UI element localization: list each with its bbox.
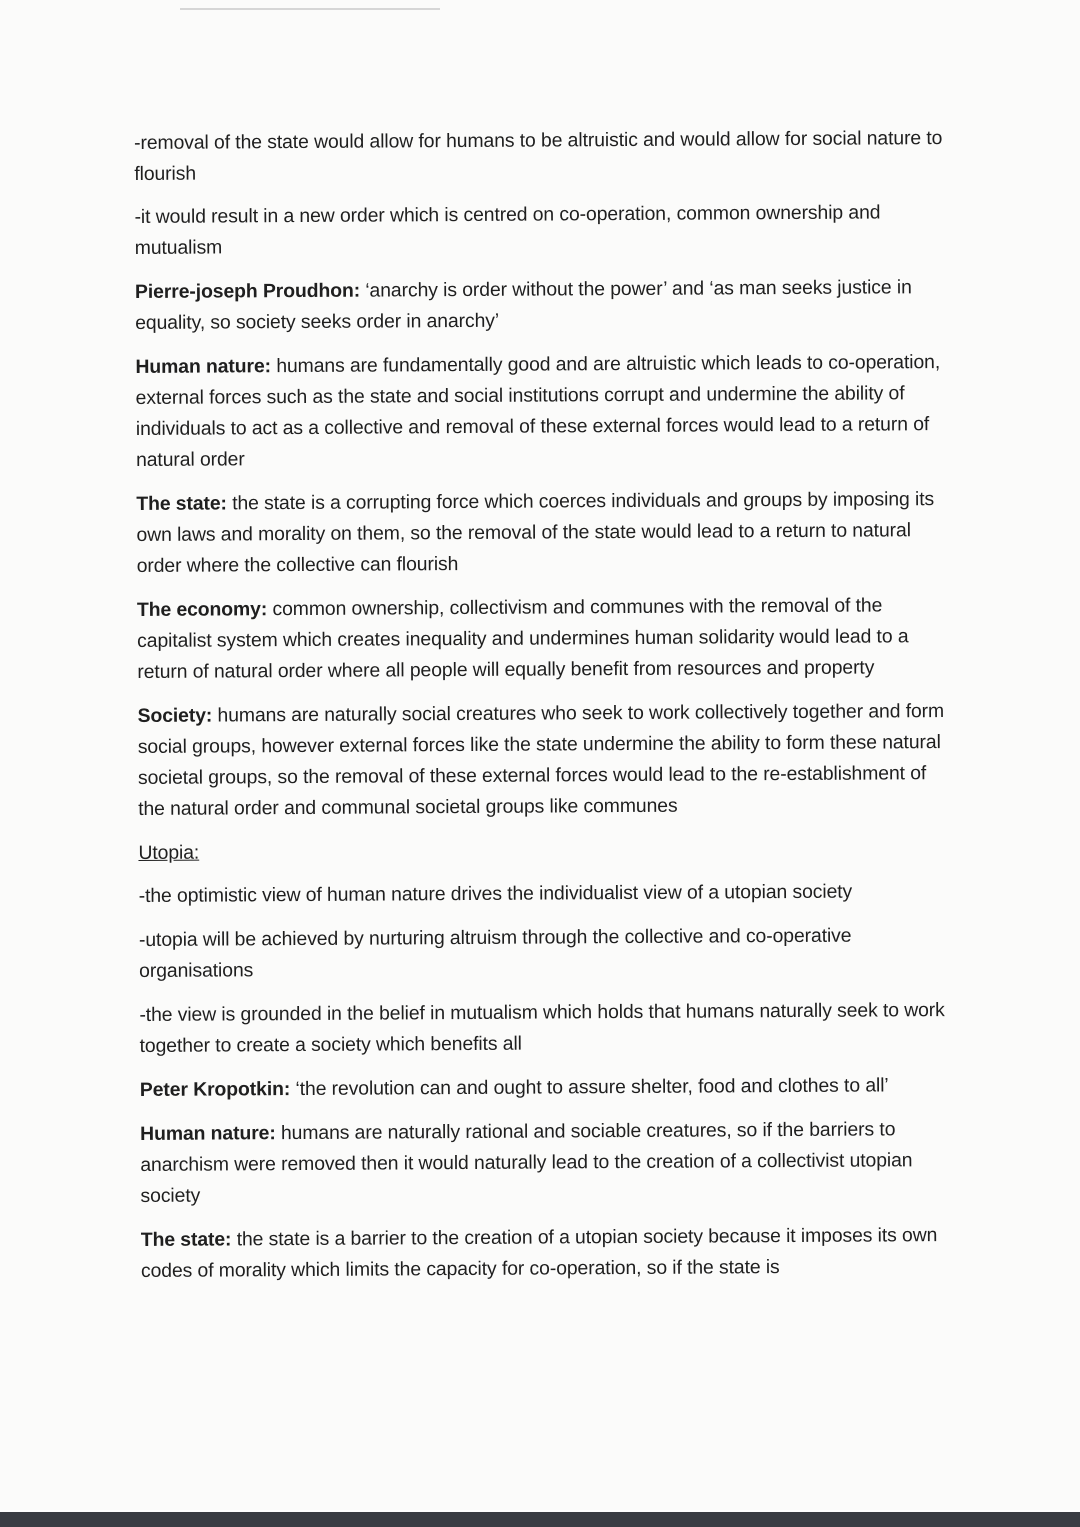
heading-label: The state: <box>136 492 227 515</box>
notes-content <box>134 123 951 1287</box>
heading-label: The state: <box>140 1228 232 1251</box>
paragraph-text: common ownership, collectivism and communes with the removal of the capitalist system which creates inequality and undermines human solidarity would lead to a return of natural order where all people will equally benefit from resources and property <box>137 594 909 683</box>
heading-label: The economy: <box>136 598 268 621</box>
paper-fold-line <box>180 8 440 10</box>
paragraph-text: humans are naturally rational and sociable creatures, so if the barriers to anarchism were removed then it would naturally lead to the creation of a collectivist utopian society <box>140 1118 913 1207</box>
state-paragraph-2 <box>141 1220 951 1287</box>
scan-bottom-edge <box>0 1512 1080 1527</box>
bullet-mutualism <box>139 995 949 1062</box>
heading-label: Society: <box>137 704 213 727</box>
bullet-text: -removal of the state would allow for humans to be altruistic and would allow for social nature to flourish <box>134 127 943 185</box>
section-heading: Utopia: <box>138 841 200 864</box>
paragraph-text: ‘the revolution can and ought to assure shelter, food and clothes to all’ <box>290 1074 889 1101</box>
paragraph-text: the state is a barrier to the creation of a utopian society because it imposes its own codes of morality which limits the capacity for co-operation, so if the state is <box>140 1224 938 1282</box>
human-nature-paragraph-1 <box>135 347 946 476</box>
paragraph-text: the state is a corrupting force which coerces individuals and groups by imposing its own laws and morality on them, so the removal of the state would lead to a return to natural order where the collective can flourish <box>136 488 935 577</box>
paragraph-text: humans are naturally social creatures who seek to work collectively together and form social groups, however external forces like the state undermine the ability to form these natural societal groups, so the removal of these external forces would lead to the re-establishment of the natural order and communal societal groups like communes <box>137 700 945 820</box>
bullet-new-order <box>134 197 944 264</box>
bullet-text: -utopia will be achieved by nurturing altruism through the collective and co-operative organisations <box>138 924 852 982</box>
bullet-text: -it would result in a new order which is centred on co-operation, common ownership and mutualism <box>134 201 881 259</box>
human-nature-paragraph-2 <box>140 1114 951 1212</box>
kropotkin-quote <box>140 1070 950 1106</box>
paragraph-text: humans are fundamentally good and are altruistic which leads to co-operation, external forces such as the state and social institutions corrupt and undermine the ability of individuals to act as a collective and removal of these external forces would lead to a return of natural order <box>135 351 941 471</box>
paragraph-text: ‘anarchy is order without the power’ and ‘as man seeks justice in equality, so society seeks order in anarchy’ <box>135 276 912 334</box>
proudhon-quote <box>135 272 945 339</box>
bullet-optimistic-view <box>139 876 949 912</box>
economy-paragraph <box>137 590 948 688</box>
utopia-heading <box>138 833 948 869</box>
bullet-nurturing-altruism <box>139 920 949 987</box>
bullet-state-removal <box>134 123 944 190</box>
state-paragraph-1 <box>136 484 947 582</box>
heading-label: Human nature: <box>135 355 272 378</box>
bullet-text: -the view is grounded in the belief in mutualism which holds that humans naturally seek to work together to create a society which benefits all <box>139 999 945 1057</box>
society-paragraph <box>138 696 949 825</box>
heading-label: Pierre-joseph Proudhon: <box>134 279 361 303</box>
heading-label: Peter Kropotkin: <box>139 1078 291 1101</box>
heading-label: Human nature: <box>140 1122 276 1145</box>
bullet-text: -the optimistic view of human nature drives the individualist view of a utopian society <box>138 880 853 907</box>
